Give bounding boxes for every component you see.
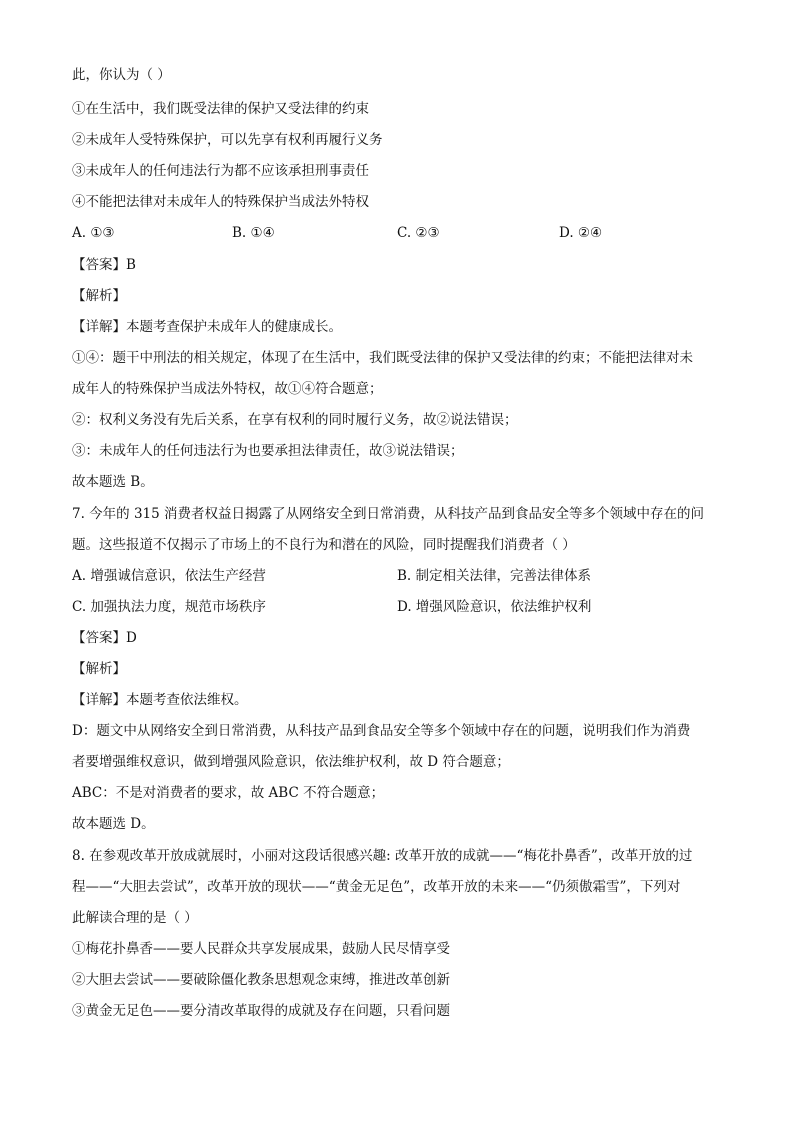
q7-option-a: A. 增强诚信意识，依法生产经营	[72, 568, 266, 584]
q6-explanation-2: ②：权利义务没有先后关系，在享有权利的同时履行义务，故②说法错误；	[72, 412, 518, 428]
q6-answer: 【答案】B	[72, 257, 136, 273]
q8-stem-line-1: 8. 在参观改革开放成就展时，小丽对这段话很感兴趣: 改革开放的成就——“梅花扑鼻香”，改革开放的过	[72, 848, 693, 864]
q7-option-b: B. 制定相关法律，完善法律体系	[397, 568, 592, 584]
q6-conclusion: 故本题选 B。	[72, 474, 154, 490]
q6-item-3: ③未成年人的任何违法行为都不应该承担刑事责任	[72, 163, 369, 179]
q7-option-c: C. 加强执法力度，规范市场秩序	[72, 599, 266, 615]
q7-explanation-1b: 者要增强维权意识，做到增强风险意识，依法维护权利，故 D 符合题意；	[72, 754, 510, 770]
q6-option-d: D. ②④	[559, 225, 603, 241]
q6-stem-tail: 此，你认为（ ）	[72, 67, 171, 83]
q8-item-1: ①梅花扑鼻香——要人民群众共享发展成果，鼓励人民尽情享受	[72, 941, 450, 957]
q6-option-a: A. ①③	[72, 225, 115, 241]
q6-detail: 【详解】本题考查保护未成年人的健康成长。	[72, 319, 342, 335]
q6-explanation-1a: ①④：题干中刑法的相关规定，体现了在生活中，我们既受法律的保护又受法律的约束；不能把法律对未	[72, 350, 693, 366]
q8-item-2: ②大胆去尝试——要破除僵化教条思想观念束缚，推进改革创新	[72, 972, 450, 988]
q6-item-4: ④不能把法律对未成年人的特殊保护当成法外特权	[72, 194, 369, 210]
q7-detail: 【详解】本题考查依法维权。	[72, 692, 248, 708]
q7-options-row-1	[72, 567, 722, 585]
q6-explanation-3: ③：未成年人的任何违法行为也要承担法律责任，故③说法错误；	[72, 443, 464, 459]
q7-conclusion: 故本题选 D。	[72, 816, 155, 832]
q7-options-row-2	[72, 598, 722, 616]
q8-item-3: ③黄金无足色——要分清改革取得的成就及存在问题，只看问题	[72, 1003, 450, 1019]
q7-explanation-1a: D：题文中从网络安全到日常消费，从科技产品到食品安全等多个领域中存在的问题，说明我们作为消费	[72, 723, 691, 739]
q6-option-c: C. ②③	[397, 225, 440, 241]
q6-explanation-1b: 成年人的特殊保护当成法外特权，故①④符合题意；	[72, 381, 383, 397]
q7-stem-line-2: 题。这些报道不仅揭示了市场上的不良行为和潜在的风险，同时提醒我们消费者（ ）	[72, 537, 576, 553]
q6-analysis-label: 【解析】	[72, 288, 126, 304]
q7-option-d: D. 增强风险意识，依法维护权利	[397, 599, 592, 615]
q8-stem-line-3: 此解读合理的是（ ）	[72, 910, 198, 926]
q6-options	[72, 224, 722, 242]
q6-option-b: B. ①④	[232, 225, 275, 241]
q6-item-1: ①在生活中，我们既受法律的保护又受法律的约束	[72, 101, 369, 117]
q7-explanation-2: ABC：不是对消费者的要求，故 ABC 不符合题意；	[72, 785, 385, 801]
q7-answer: 【答案】D	[72, 630, 137, 646]
q7-analysis-label: 【解析】	[72, 661, 126, 677]
q8-stem-line-2: 程——“大胆去尝试”，改革开放的现状——“黄金无足色”，改革开放的未来——“仍须傲霜雪”，下列对	[72, 879, 681, 895]
q6-item-2: ②未成年人受特殊保护，可以先享有权利再履行义务	[72, 132, 383, 148]
q7-stem-line-1: 7. 今年的 315 消费者权益日揭露了从网络安全到日常消费，从科技产品到食品安全等多个领域中存在的问	[72, 506, 705, 522]
